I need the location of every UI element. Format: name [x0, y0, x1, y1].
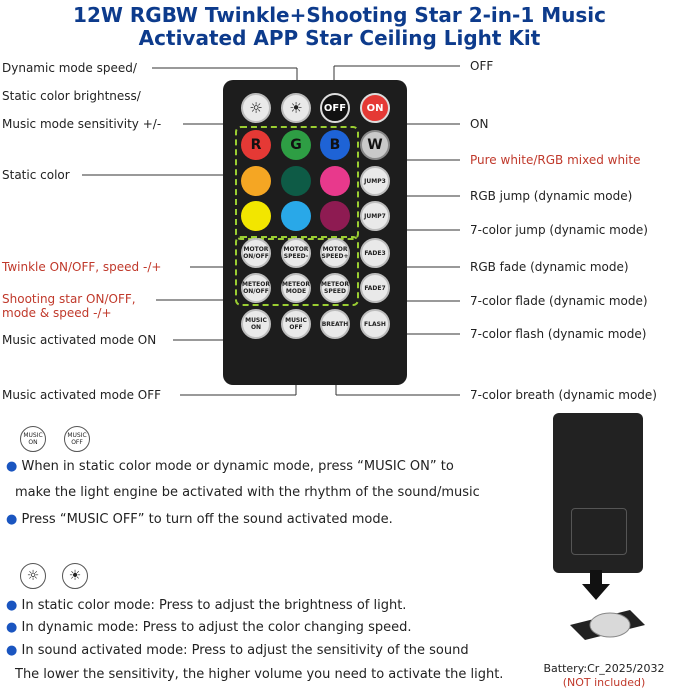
brightness-text-1: ● In static color mode: Press to adjust the brightness of light.: [6, 598, 407, 613]
sun-plus-icon: ☀: [62, 563, 88, 589]
page-title-line2: Activated APP Star Ceiling Light Kit: [138, 26, 541, 50]
label-pure-white: Pure white/RGB mixed white: [470, 153, 641, 167]
green-button[interactable]: G: [281, 130, 311, 160]
down-arrow-icon: [582, 570, 610, 600]
meteor-speed-button[interactable]: METEOR SPEED: [320, 273, 350, 303]
label-static-brightness: Static color brightness/: [2, 89, 141, 103]
sun-minus-icon: ☼: [20, 563, 46, 589]
sky-blue-button[interactable]: [281, 201, 311, 231]
label-7color-breath: 7-color breath (dynamic mode): [470, 388, 657, 402]
pink-button[interactable]: [320, 166, 350, 196]
label-7color-flade: 7-color flade (dynamic mode): [470, 294, 648, 308]
label-dynamic-speed: Dynamic mode speed/: [2, 61, 137, 75]
jump7-button[interactable]: JUMP7: [360, 201, 390, 231]
breath-button[interactable]: BREATH: [320, 309, 350, 339]
label-music-sensitivity: Music mode sensitivity +/-: [2, 117, 162, 131]
brightness-minus-button[interactable]: [241, 93, 271, 123]
meteor-onoff-button[interactable]: METEOR ON/OFF: [241, 273, 271, 303]
purple-button[interactable]: [320, 201, 350, 231]
music-on-icon: MUSIC ON: [20, 426, 46, 452]
yellow-button[interactable]: [241, 201, 271, 231]
brightness-plus-button[interactable]: [281, 93, 311, 123]
battery-caption: Battery:Cr_2025/2032: [543, 662, 665, 675]
coin-battery-icon: [590, 613, 630, 637]
label-music-on: Music activated mode ON: [2, 333, 157, 347]
motor-speed-minus-button[interactable]: MOTOR SPEED-: [281, 238, 311, 268]
music-off-button[interactable]: MUSIC OFF: [281, 309, 311, 339]
meteor-mode-button[interactable]: METEOR MODE: [281, 273, 311, 303]
music-text-1: ● When in static color mode or dynamic mode, press “MUSIC ON” to: [6, 459, 454, 474]
brightness-text-4: The lower the sensitivity, the higher volume you need to activate the light.: [15, 667, 504, 682]
fade3-button[interactable]: FADE3: [360, 238, 390, 268]
blue-button[interactable]: B: [320, 130, 350, 160]
sun-icon: ☼: [249, 99, 263, 117]
sun-plus-icon: ☀: [289, 99, 303, 117]
dark-green-button[interactable]: [281, 166, 311, 196]
on-button[interactable]: ON: [360, 93, 390, 123]
label-twinkle: Twinkle ON/OFF, speed -/+: [2, 260, 162, 274]
orange-button[interactable]: [241, 166, 271, 196]
brightness-text-3: ● In sound activated mode: Press to adjust the sensitivity of the sound: [6, 643, 469, 658]
label-shooting-star-2: mode & speed -/+: [2, 306, 112, 320]
label-rgb-fade: RGB fade (dynamic mode): [470, 260, 629, 274]
label-music-off: Music activated mode OFF: [2, 388, 162, 402]
fade7-button[interactable]: FADE7: [360, 273, 390, 303]
battery-door: [571, 508, 627, 555]
red-button[interactable]: R: [241, 130, 271, 160]
music-text-3: ● Press “MUSIC OFF” to turn off the sound activated mode.: [6, 512, 393, 527]
music-text-2: make the light engine be activated with the rhythm of the sound/music: [15, 485, 480, 500]
label-off: OFF: [470, 59, 494, 73]
off-button[interactable]: OFF: [320, 93, 350, 123]
label-rgb-jump: RGB jump (dynamic mode): [470, 189, 633, 203]
motor-onoff-button[interactable]: MOTOR ON/OFF: [241, 238, 271, 268]
white-button[interactable]: W: [360, 130, 390, 160]
label-static-color: Static color: [2, 168, 70, 182]
motor-speed-plus-button[interactable]: MOTOR SPEED+: [320, 238, 350, 268]
brightness-text-2: ● In dynamic mode: Press to adjust the color changing speed.: [6, 620, 412, 635]
label-on: ON: [470, 117, 489, 131]
music-on-button[interactable]: MUSIC ON: [241, 309, 271, 339]
label-7color-jump: 7-color jump (dynamic mode): [470, 223, 648, 237]
label-shooting-star-1: Shooting star ON/OFF,: [2, 292, 136, 306]
battery-illustration: [560, 570, 660, 660]
music-off-icon: MUSIC OFF: [64, 426, 90, 452]
jump3-button[interactable]: JUMP3: [360, 166, 390, 196]
page-title-line1: 12W RGBW Twinkle+Shooting Star 2-in-1 Music: [73, 3, 606, 27]
remote-control: [223, 80, 407, 385]
battery-note: (NOT included): [562, 676, 646, 689]
label-7color-flash: 7-color flash (dynamic mode): [470, 327, 647, 341]
flash-button[interactable]: FLASH: [360, 309, 390, 339]
remote-back-battery-compartment: [553, 413, 643, 573]
